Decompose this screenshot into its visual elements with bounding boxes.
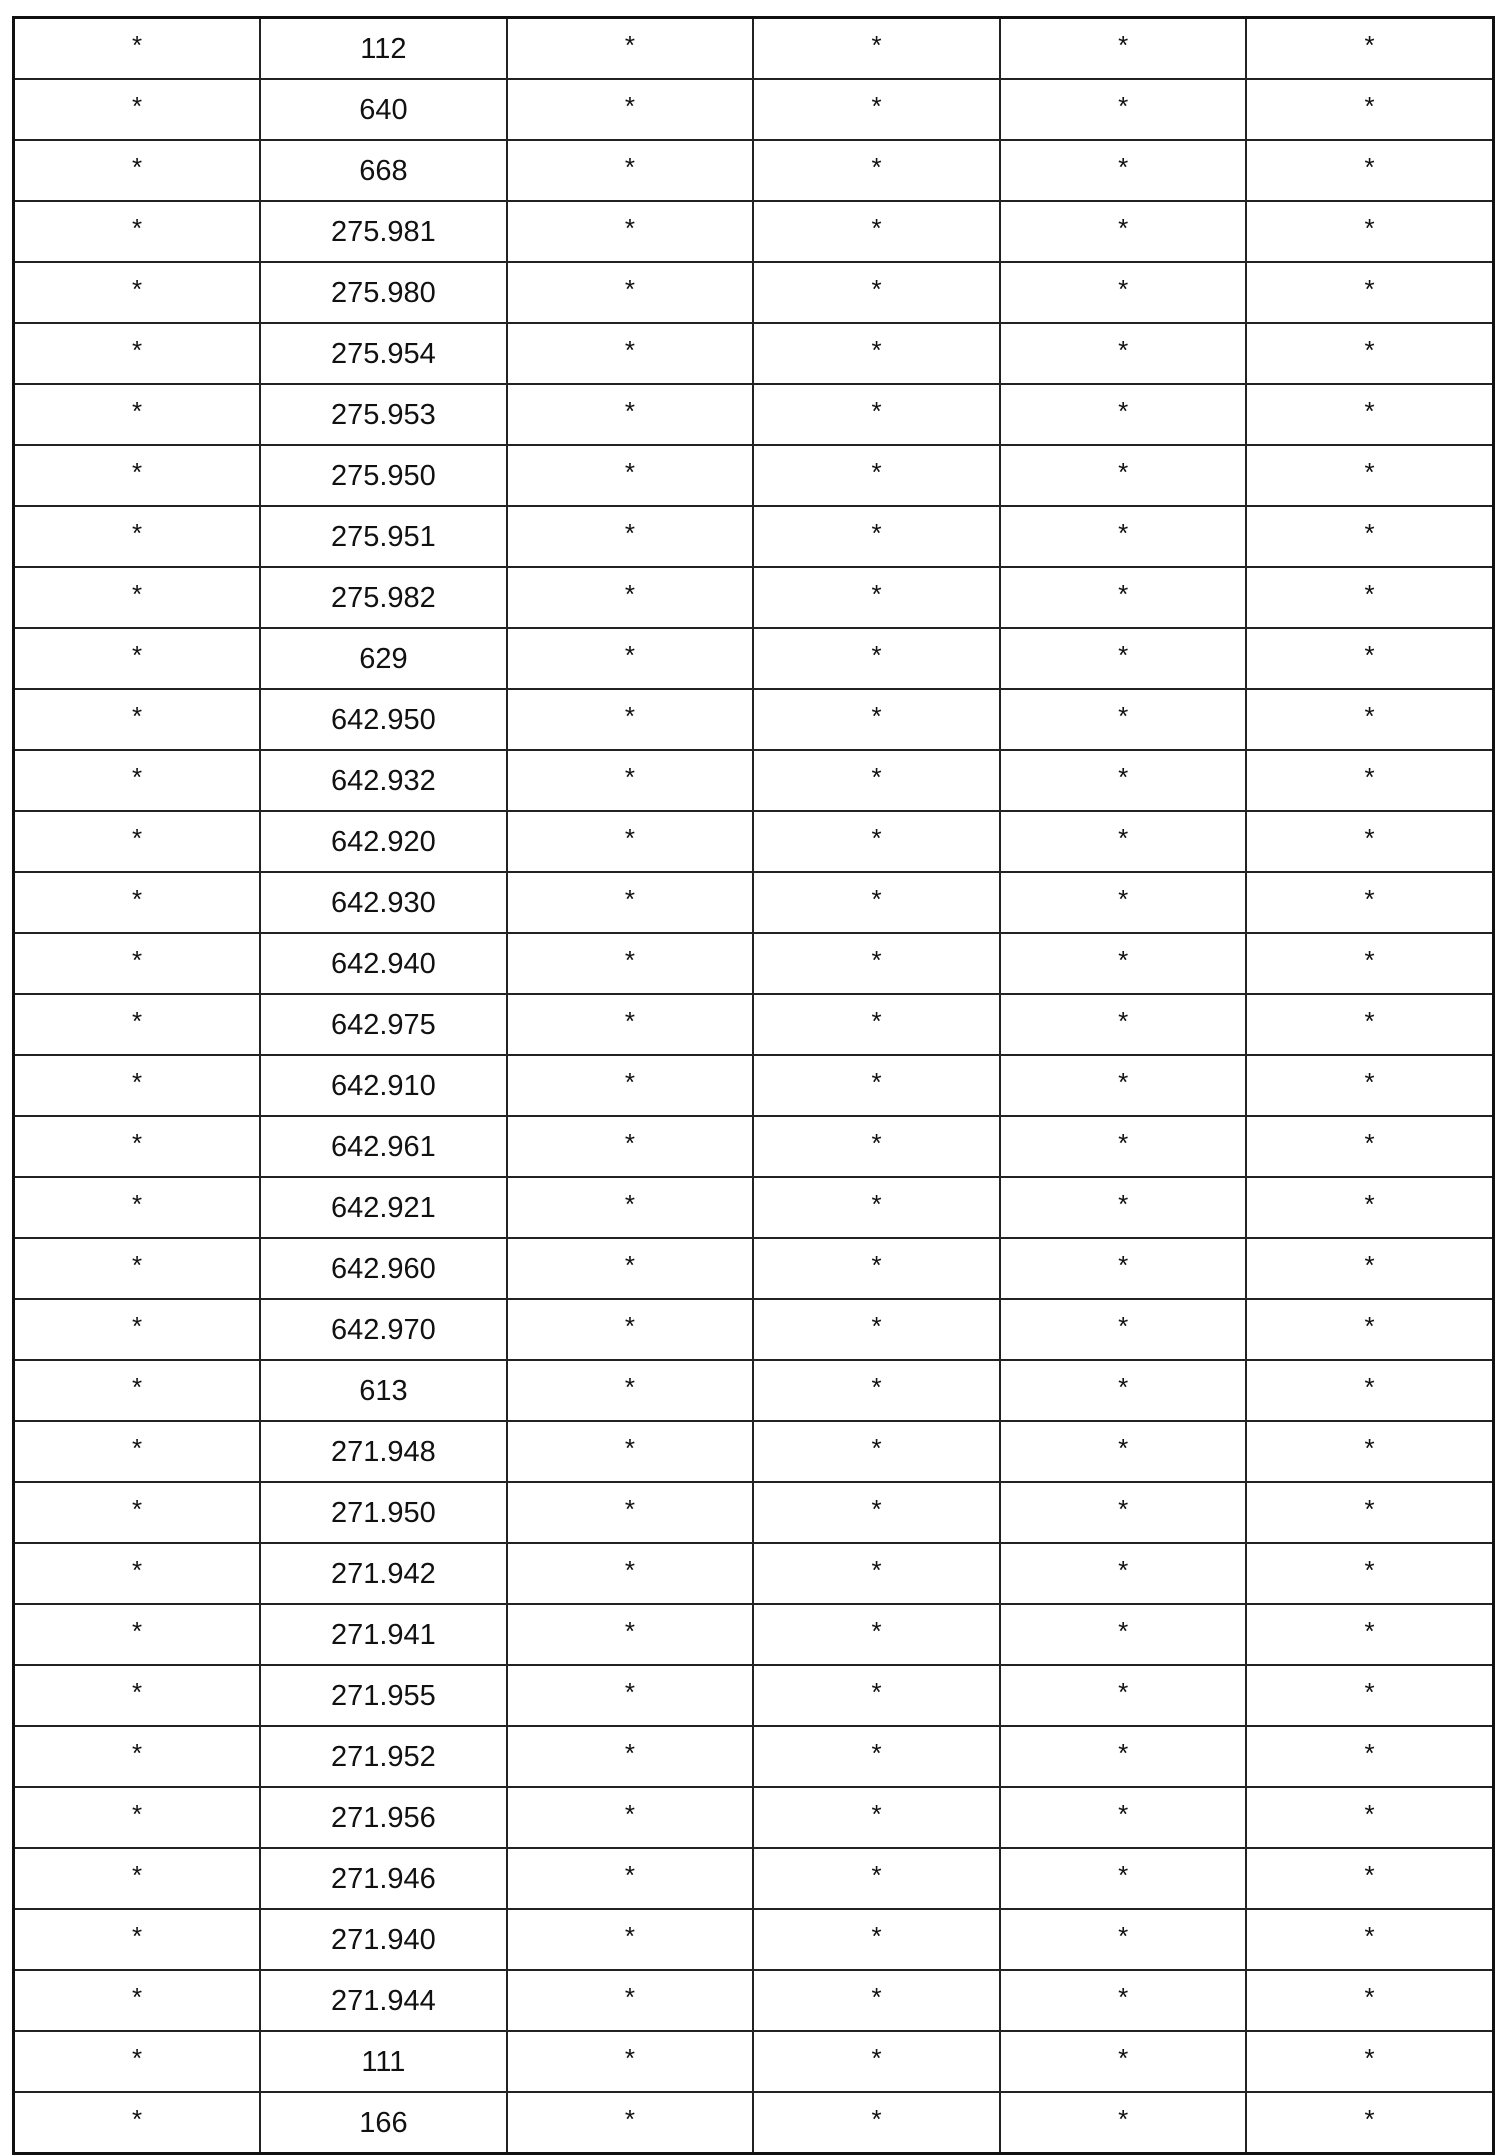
- table-row: [14, 445, 1494, 506]
- table-cell: *: [14, 1604, 261, 1665]
- table-cell: 642.930: [260, 872, 507, 933]
- table-row: [14, 567, 1494, 628]
- table-cell: *: [507, 2031, 754, 2092]
- table-cell: *: [753, 1970, 1000, 2031]
- table-cell: 642.932: [260, 750, 507, 811]
- table-cell: *: [1000, 384, 1247, 445]
- table-cell: *: [1000, 872, 1247, 933]
- table-row: [14, 323, 1494, 384]
- table-row: [14, 750, 1494, 811]
- table-cell: *: [753, 1116, 1000, 1177]
- table-cell: *: [1246, 1970, 1493, 2031]
- table-cell: 111: [260, 2031, 507, 2092]
- table-cell: *: [14, 811, 261, 872]
- table-cell: *: [1246, 1787, 1493, 1848]
- table-cell: *: [507, 1238, 754, 1299]
- data-table: [12, 16, 1495, 2155]
- table-cell: *: [1246, 506, 1493, 567]
- table-cell: *: [1246, 1421, 1493, 1482]
- table-cell: *: [507, 1360, 754, 1421]
- table-cell: 271.944: [260, 1970, 507, 2031]
- table-cell: 642.975: [260, 994, 507, 1055]
- table-cell: *: [753, 1848, 1000, 1909]
- table-cell: 668: [260, 140, 507, 201]
- table-cell: *: [1000, 1665, 1247, 1726]
- table-cell: 271.950: [260, 1482, 507, 1543]
- table-cell: 271.940: [260, 1909, 507, 1970]
- table-cell: *: [1246, 1543, 1493, 1604]
- table-cell: *: [1246, 567, 1493, 628]
- table-cell: *: [14, 384, 261, 445]
- table-cell: *: [1000, 567, 1247, 628]
- table-cell: *: [507, 811, 754, 872]
- table-cell: *: [507, 567, 754, 628]
- table-cell: *: [14, 1299, 261, 1360]
- table-row: [14, 1360, 1494, 1421]
- table-cell: *: [507, 1848, 754, 1909]
- table-cell: *: [14, 1543, 261, 1604]
- table-cell: *: [1000, 201, 1247, 262]
- table-row: [14, 1299, 1494, 1360]
- table-cell: *: [1246, 79, 1493, 140]
- table-cell: *: [753, 1665, 1000, 1726]
- table-cell: *: [1000, 628, 1247, 689]
- table-cell: 613: [260, 1360, 507, 1421]
- table-cell: *: [1000, 1238, 1247, 1299]
- table-cell: *: [1246, 2031, 1493, 2092]
- table-cell: *: [753, 1055, 1000, 1116]
- table-cell: *: [507, 933, 754, 994]
- table-cell: 275.982: [260, 567, 507, 628]
- table-cell: *: [507, 201, 754, 262]
- table-cell: *: [507, 1665, 754, 1726]
- table-cell: *: [753, 994, 1000, 1055]
- table-cell: *: [14, 1970, 261, 2031]
- table-cell: *: [1000, 506, 1247, 567]
- table-cell: 275.950: [260, 445, 507, 506]
- table-cell: *: [14, 689, 261, 750]
- table-cell: *: [1000, 262, 1247, 323]
- table-cell: *: [14, 1909, 261, 1970]
- table-cell: *: [1246, 689, 1493, 750]
- table-cell: *: [507, 262, 754, 323]
- table-row: [14, 1848, 1494, 1909]
- table-cell: *: [1246, 1604, 1493, 1665]
- table-cell: *: [507, 872, 754, 933]
- table-row: [14, 506, 1494, 567]
- table-cell: *: [14, 1726, 261, 1787]
- table-cell: 166: [260, 2092, 507, 2154]
- table-cell: *: [14, 2031, 261, 2092]
- table-cell: *: [14, 1177, 261, 1238]
- table-cell: *: [753, 384, 1000, 445]
- table-cell: 271.941: [260, 1604, 507, 1665]
- table-cell: *: [14, 18, 261, 80]
- table-cell: *: [753, 933, 1000, 994]
- table-cell: *: [753, 1238, 1000, 1299]
- table-cell: *: [507, 323, 754, 384]
- table-row: [14, 1909, 1494, 1970]
- table-cell: *: [1000, 1543, 1247, 1604]
- table-cell: *: [1246, 1299, 1493, 1360]
- table-cell: *: [753, 811, 1000, 872]
- table-row: [14, 994, 1494, 1055]
- table-cell: *: [753, 79, 1000, 140]
- table-cell: *: [1000, 1970, 1247, 2031]
- table-cell: *: [1246, 323, 1493, 384]
- table-cell: 112: [260, 18, 507, 80]
- table-cell: *: [1000, 18, 1247, 80]
- table-cell: *: [507, 1177, 754, 1238]
- table-cell: *: [1000, 323, 1247, 384]
- table-cell: *: [14, 1482, 261, 1543]
- table-cell: *: [1246, 201, 1493, 262]
- table-row: [14, 262, 1494, 323]
- table-cell: *: [753, 445, 1000, 506]
- table-cell: *: [1000, 1360, 1247, 1421]
- table-cell: *: [507, 1299, 754, 1360]
- table-cell: *: [753, 1177, 1000, 1238]
- table-cell: 642.970: [260, 1299, 507, 1360]
- table-cell: *: [14, 1238, 261, 1299]
- table-cell: *: [1246, 1360, 1493, 1421]
- table-cell: 271.942: [260, 1543, 507, 1604]
- table-cell: *: [753, 262, 1000, 323]
- table-cell: *: [507, 1543, 754, 1604]
- table-row: [14, 1665, 1494, 1726]
- table-body: [14, 18, 1494, 2154]
- table-cell: *: [1246, 262, 1493, 323]
- table-row: [14, 1726, 1494, 1787]
- table-cell: *: [14, 262, 261, 323]
- table-cell: *: [507, 1482, 754, 1543]
- table-cell: *: [753, 1482, 1000, 1543]
- table-cell: *: [14, 1848, 261, 1909]
- table-cell: *: [1000, 79, 1247, 140]
- table-cell: *: [1246, 2092, 1493, 2154]
- table-cell: *: [1000, 140, 1247, 201]
- table-cell: *: [753, 567, 1000, 628]
- table-cell: *: [1000, 1116, 1247, 1177]
- table-row: [14, 1482, 1494, 1543]
- table-row: [14, 689, 1494, 750]
- table-cell: *: [753, 1909, 1000, 1970]
- table-cell: *: [1000, 1909, 1247, 1970]
- table-cell: *: [1000, 1177, 1247, 1238]
- table-cell: *: [507, 1421, 754, 1482]
- table-cell: *: [14, 140, 261, 201]
- table-cell: *: [507, 140, 754, 201]
- table-cell: *: [1246, 1482, 1493, 1543]
- table-cell: *: [507, 994, 754, 1055]
- table-cell: *: [753, 689, 1000, 750]
- table-cell: *: [507, 1116, 754, 1177]
- table-cell: *: [1246, 750, 1493, 811]
- table-cell: *: [753, 1421, 1000, 1482]
- table-cell: *: [14, 445, 261, 506]
- table-cell: *: [1000, 1055, 1247, 1116]
- table-cell: 642.921: [260, 1177, 507, 1238]
- table-cell: *: [753, 140, 1000, 201]
- table-row: [14, 1116, 1494, 1177]
- table-cell: 271.956: [260, 1787, 507, 1848]
- table-cell: *: [14, 79, 261, 140]
- table-cell: *: [1000, 445, 1247, 506]
- table-cell: 642.960: [260, 1238, 507, 1299]
- table-cell: *: [1246, 994, 1493, 1055]
- table-cell: *: [1246, 1909, 1493, 1970]
- table-cell: *: [507, 506, 754, 567]
- table-cell: *: [507, 445, 754, 506]
- table-cell: *: [1000, 1787, 1247, 1848]
- table-cell: *: [1246, 628, 1493, 689]
- table-cell: *: [1000, 2092, 1247, 2154]
- table-cell: *: [1000, 689, 1247, 750]
- table-cell: 275.980: [260, 262, 507, 323]
- table-cell: *: [507, 1055, 754, 1116]
- table-row: [14, 2031, 1494, 2092]
- table-cell: *: [14, 1787, 261, 1848]
- table-cell: *: [1000, 933, 1247, 994]
- table-cell: *: [1246, 445, 1493, 506]
- table-cell: 271.952: [260, 1726, 507, 1787]
- table-cell: *: [1246, 1848, 1493, 1909]
- table-row: [14, 1238, 1494, 1299]
- table-cell: *: [753, 2092, 1000, 2154]
- table-cell: *: [753, 872, 1000, 933]
- table-cell: *: [1000, 1421, 1247, 1482]
- table-cell: 275.981: [260, 201, 507, 262]
- table-cell: *: [1246, 384, 1493, 445]
- table-cell: *: [14, 872, 261, 933]
- table-cell: *: [1000, 1848, 1247, 1909]
- table-cell: *: [753, 201, 1000, 262]
- table-cell: 642.961: [260, 1116, 507, 1177]
- table-row: [14, 2092, 1494, 2154]
- table-cell: *: [753, 1604, 1000, 1665]
- table-cell: *: [507, 2092, 754, 2154]
- table-cell: *: [753, 1360, 1000, 1421]
- table-cell: 629: [260, 628, 507, 689]
- table-cell: *: [1246, 933, 1493, 994]
- table-cell: *: [507, 18, 754, 80]
- table-cell: 642.920: [260, 811, 507, 872]
- table-cell: *: [14, 628, 261, 689]
- table-row: [14, 1543, 1494, 1604]
- table-cell: *: [1246, 1116, 1493, 1177]
- table-cell: *: [1000, 1726, 1247, 1787]
- table-cell: *: [14, 567, 261, 628]
- table-row: [14, 1970, 1494, 2031]
- table-row: [14, 1177, 1494, 1238]
- table-row: [14, 1055, 1494, 1116]
- table-cell: *: [1246, 1055, 1493, 1116]
- table-row: [14, 140, 1494, 201]
- table-cell: *: [753, 323, 1000, 384]
- table-cell: *: [507, 384, 754, 445]
- table-cell: 275.954: [260, 323, 507, 384]
- table-cell: 275.951: [260, 506, 507, 567]
- table-row: [14, 18, 1494, 80]
- table-cell: *: [507, 689, 754, 750]
- table-cell: *: [14, 201, 261, 262]
- table-cell: *: [14, 1421, 261, 1482]
- table-row: [14, 1604, 1494, 1665]
- table-cell: *: [1246, 811, 1493, 872]
- table-cell: *: [14, 1055, 261, 1116]
- table-cell: *: [14, 933, 261, 994]
- table-cell: *: [14, 994, 261, 1055]
- table-cell: *: [753, 1726, 1000, 1787]
- table-cell: *: [753, 628, 1000, 689]
- table-cell: *: [507, 628, 754, 689]
- table-cell: *: [1000, 2031, 1247, 2092]
- table-cell: *: [507, 1726, 754, 1787]
- table-row: [14, 872, 1494, 933]
- table-cell: *: [14, 1665, 261, 1726]
- table-cell: *: [753, 1787, 1000, 1848]
- table-cell: *: [753, 2031, 1000, 2092]
- table-cell: *: [753, 750, 1000, 811]
- table-cell: *: [1000, 811, 1247, 872]
- table-cell: *: [14, 1116, 261, 1177]
- table-cell: *: [507, 1604, 754, 1665]
- table-cell: *: [507, 1909, 754, 1970]
- table-row: [14, 1787, 1494, 1848]
- table-cell: *: [1000, 1604, 1247, 1665]
- table-cell: *: [507, 1787, 754, 1848]
- table-cell: 640: [260, 79, 507, 140]
- table-row: [14, 79, 1494, 140]
- table-cell: 271.946: [260, 1848, 507, 1909]
- table-cell: *: [507, 1970, 754, 2031]
- table-cell: *: [1246, 872, 1493, 933]
- table-cell: 642.940: [260, 933, 507, 994]
- table-row: [14, 384, 1494, 445]
- table-cell: 275.953: [260, 384, 507, 445]
- table-cell: *: [14, 1360, 261, 1421]
- table-cell: *: [1246, 1665, 1493, 1726]
- table-cell: 642.910: [260, 1055, 507, 1116]
- table-row: [14, 1421, 1494, 1482]
- table-cell: 271.948: [260, 1421, 507, 1482]
- table-cell: *: [507, 79, 754, 140]
- table-row: [14, 811, 1494, 872]
- table-cell: *: [14, 506, 261, 567]
- table-cell: 642.950: [260, 689, 507, 750]
- table-cell: *: [1000, 1482, 1247, 1543]
- table-cell: *: [753, 506, 1000, 567]
- table-cell: *: [14, 2092, 261, 2154]
- table-row: [14, 628, 1494, 689]
- table-cell: *: [507, 750, 754, 811]
- table-cell: *: [14, 750, 261, 811]
- table-cell: *: [1000, 1299, 1247, 1360]
- table-cell: *: [1000, 750, 1247, 811]
- table-cell: *: [1246, 18, 1493, 80]
- table-row: [14, 933, 1494, 994]
- table-cell: *: [753, 1543, 1000, 1604]
- table-cell: *: [1246, 140, 1493, 201]
- table-cell: *: [14, 323, 261, 384]
- table-cell: *: [1000, 994, 1247, 1055]
- table-cell: *: [1246, 1726, 1493, 1787]
- document-table-container: [12, 16, 1492, 2155]
- table-row: [14, 201, 1494, 262]
- table-cell: *: [1246, 1238, 1493, 1299]
- table-cell: *: [753, 18, 1000, 80]
- table-cell: *: [1246, 1177, 1493, 1238]
- table-cell: 271.955: [260, 1665, 507, 1726]
- table-cell: *: [753, 1299, 1000, 1360]
